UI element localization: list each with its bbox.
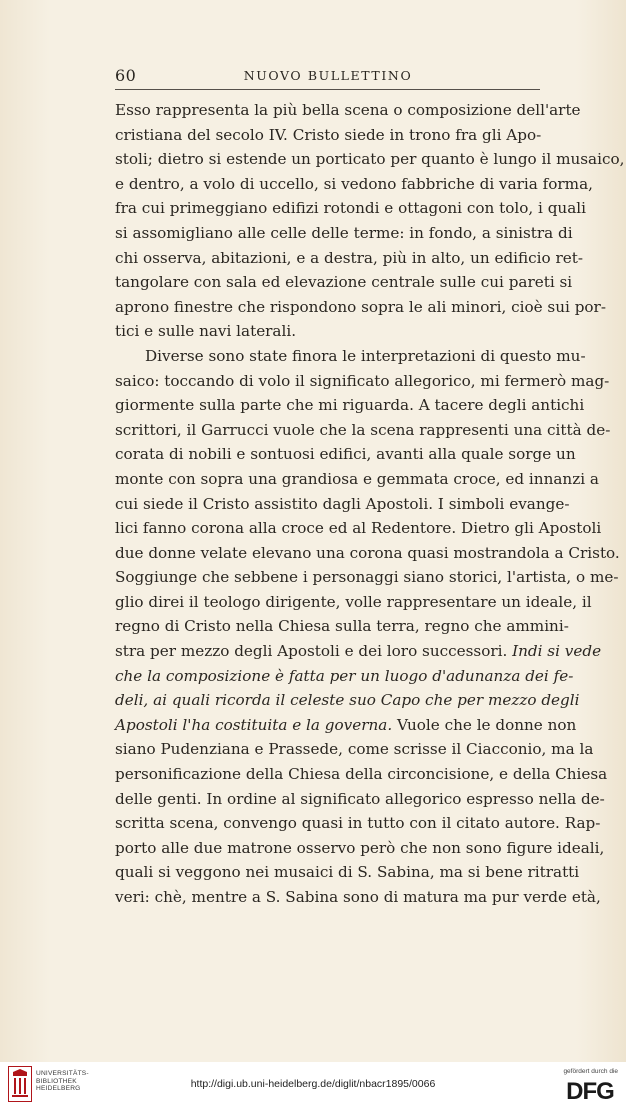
mixed-text-line (115, 713, 577, 738)
library-name-line: BIBLIOTHEK (36, 1077, 77, 1085)
text-line: Soggiunge che sebbene i personaggi siano storici, l'artista, o me- (115, 568, 619, 587)
page-header (115, 66, 541, 88)
text-line: porto alle due matrone osservo però che non sono figure ideali, (115, 838, 605, 857)
text-line: personificazione della Chiesa della circoncisione, e della Chiesa (115, 765, 608, 784)
text-line: stoli; dietro si estende un porticato per quanto è lungo il musaico, (115, 150, 625, 169)
text-line: cui siede il Cristo assistito dagli Apostoli. I simboli evange- (115, 494, 570, 513)
text-line: cristiana del secolo IV. Cristo siede in trono fra gli Apo- (115, 125, 542, 144)
text-line: e dentro, a volo di uccello, si vedono fabbriche di varia forma, (115, 174, 593, 193)
funded-by-label: gefördert durch die (563, 1068, 618, 1075)
text-line: saico: toccando di volo il significato allegorico, mi fermerò mag- (115, 371, 610, 390)
mixed-text-line (115, 639, 602, 664)
text-line: corata di nobili e sontuosi edifici, avanti alla quale sorge un (115, 445, 576, 464)
body-text (115, 98, 625, 910)
text-line: delle genti. In ordine al significato allegorico espresso nella de- (115, 789, 605, 808)
library-name-line: UNIVERSITÄTS- (36, 1070, 89, 1077)
text-line: due donne velate elevano una corona quasi mostrandola a Cristo. (115, 543, 620, 562)
text-span: Vuole che le donne non (392, 715, 577, 734)
header-rule (115, 89, 540, 90)
italic-text-line: che la composizione è fatta per un luogo d'adunanza dei fe- (115, 666, 574, 685)
paragraph-start-line: Diverse sono state finora le interpretazioni di questo mu- (145, 346, 586, 365)
library-name-line: HEIDELBERG (36, 1085, 81, 1093)
text-line: fra cui primeggiano edifizi rotondi e ottagoni con tolo, i quali (115, 199, 586, 218)
text-line: veri: chè, mentre a S. Sabina sono di matura ma pur verde età, (115, 888, 601, 906)
permalink-url[interactable]: http://digi.ub.uni-heidelberg.de/diglit/nbacr1895/0066 (190, 1078, 436, 1090)
text-line: quali si veggono nei musaici di S. Sabina, ma si bene ritratti (115, 863, 580, 882)
page-number: 60 (115, 66, 137, 85)
text-line: monte con sopra una grandiosa e gemmata croce, ed innanzi a (115, 469, 599, 488)
text-line: glio direi il teologo dirigente, volle rappresentare un ideale, il (115, 592, 592, 611)
text-line: Esso rappresenta la più bella scena o composizione dell'arte (115, 101, 581, 119)
dfg-logo-text: DFG (566, 1078, 614, 1105)
text-line: chi osserva, abitazioni, e a destra, più in alto, un edificio ret- (115, 248, 583, 267)
text-line: aprono finestre che rispondono sopra le ali minori, cioè sui por- (115, 297, 606, 316)
italic-text-line: deli, ai quali ricorda il celeste suo Capo che per mezzo degli (115, 691, 580, 710)
text-line: regno di Cristo nella Chiesa sulla terra, regno che ammini- (115, 617, 569, 636)
text-line: scritta scena, convengo quasi in tutto con il citato autore. Rap- (115, 814, 601, 833)
italic-span: Apostoli l'ha costituita e la governa. (115, 715, 393, 734)
text-line: siano Pudenziana e Prassede, come scrisse il Ciacconio, ma la (115, 740, 594, 759)
text-span: stra per mezzo degli Apostoli e dei loro successori. (115, 642, 508, 661)
text-line: scrittori, il Garrucci vuole che la scena rappresenti una città de- (115, 420, 611, 439)
running-title: NUOVO BULLETTINO (243, 68, 413, 83)
italic-span: Indi si vede (507, 642, 602, 661)
text-line: si assomigliano alle celle delle terme: in fondo, a sinistra di (115, 223, 573, 242)
text-line: giormente sulla parte che mi riguarda. A tacere degli antichi (115, 396, 585, 415)
text-line: tangolare con sala ed elevazione centrale sulle cui pareti si (115, 273, 573, 292)
text-line: lici fanno corona alla croce ed al Redentore. Dietro gli Apostoli (115, 519, 602, 538)
text-line: tici e sulle navi laterali. (115, 322, 297, 341)
dfg-logo-icon (560, 1078, 620, 1105)
